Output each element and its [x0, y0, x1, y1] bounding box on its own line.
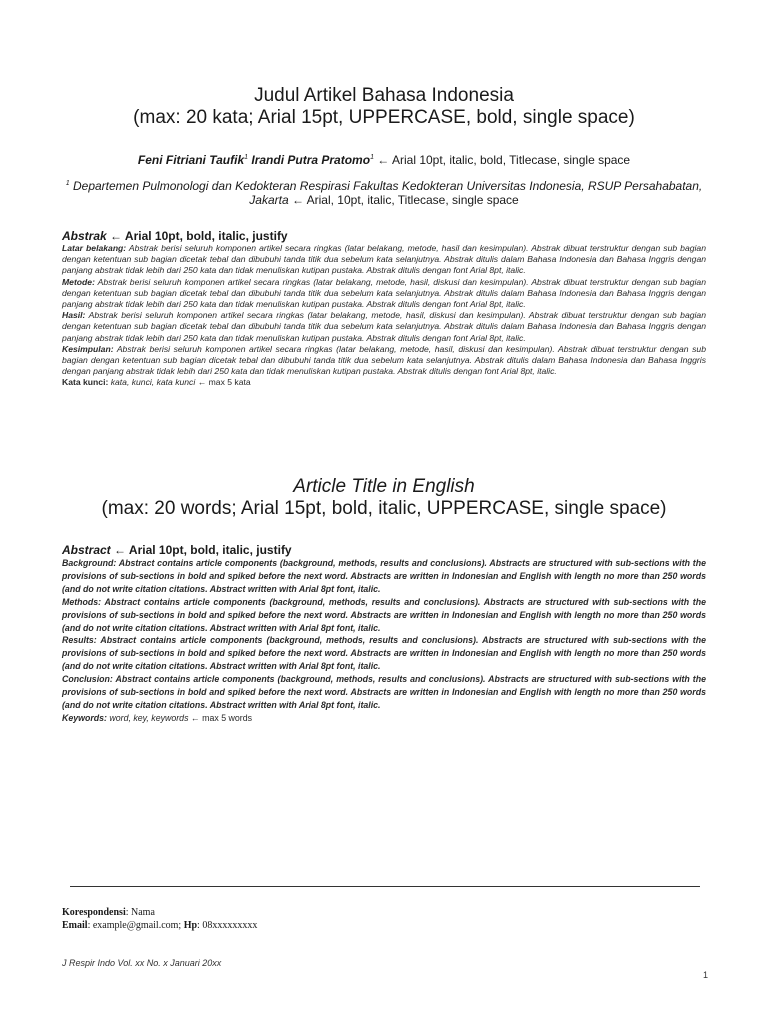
author-1: Feni Fitriani Taufik	[137, 153, 245, 167]
correspondence	[62, 906, 257, 932]
kata-kunci	[62, 377, 706, 388]
author-line	[60, 150, 708, 168]
abstract-section	[62, 557, 706, 596]
title-id-part-a: (max: 20 kata; Arial 15pt,	[133, 107, 349, 128]
abstrak-section	[62, 310, 706, 344]
hp-value: : 08xxxxxxxxx	[197, 920, 258, 931]
abstrak-note: ← Arial 10pt, bold, italic, justify	[106, 229, 288, 243]
keywords-note: ← max 5 kata	[195, 377, 251, 388]
abstract-heading	[62, 543, 292, 557]
section-head: Background:	[62, 558, 117, 568]
affiliation	[60, 177, 708, 207]
section-text: Abstract contains article components (background, methods, results and conclusions). Abstracts are structured with sub-sections with the provisions of sub-sections in bold and spiked before the next word. Abstracts are written in Indonesian and English with length no more than 250 words (and do not write citation citations. Abstract written with Arial 8pt font, italic.	[62, 635, 706, 672]
affiliation-text: Departemen Pulmonologi dan Kedokteran Respirasi Fakultas Kedokteran Universitas Indonesia, RSUP Persahabatan, Jakarta	[69, 179, 703, 207]
hp-label: Hp	[183, 920, 198, 931]
abstrak-section	[62, 344, 706, 378]
journal-citation: J Respir Indo Vol. xx No. x Januari 20xx	[62, 958, 222, 968]
section-text: Abstrak berisi seluruh komponen artikel secara ringkas (latar belakang, metode, hasil dan kesimpulan). Abstrak dibuat terstruktur dengan sub bagian dengan ketentuan sub bagian dicetak tebal dan dibubuhi tanda titik dua sebelum kata selanjutnya. Abstrak ditulis dalam Bahasa Indonesia dan Bahasa Inggris dengan panjang abstrak tidak lebih dari 250 kata dan tidak menuliskan kutipan pustaka. Abstrak ditulis dengan font Arial 8pt, italic.	[62, 243, 706, 276]
title-english-line1: Article Title in English	[293, 476, 475, 497]
keywords-note: ← max 5 words	[188, 712, 253, 723]
title-en-part-c: , single space)	[543, 498, 667, 519]
author-2: Irandi Putra Pratomo	[248, 153, 371, 167]
abstrak-label: Abstrak	[62, 229, 107, 243]
keywords	[62, 712, 706, 725]
section-head: Hasil:	[62, 310, 86, 321]
section-text: Abstrak berisi seluruh komponen artikel secara ringkas (latar belakang, metode, hasil, diskusi dan kesimpulan). Abstrak dibuat terstruktur dengan sub bagian dengan ketentuan sub bagian dicetak tebal dan dibubuhi tanda titik dua sebelum kata selanjutnya. Abstrak ditulis dalam Bahasa Indonesia dan Bahasa Inggris dengan panjang abstrak tidak lebih dari 250 kata dan tidak menuliskan kutipan pustaka. Abstrak ditulis dengan font Arial 8pt, italic.	[62, 276, 706, 310]
correspondence-value: : Nama	[125, 907, 155, 918]
email-value: : example@gmail.com;	[87, 920, 184, 931]
email-label: Email	[62, 920, 88, 931]
section-text: Abstract contains article components (background, methods, results and conclusions). Abstracts are structured with sub-sections with the provisions of sub-sections in bold and spiked before the next word. Abstracts are written in Indonesian and English with length no more than 250 words (and do not write citation citations. Abstract written with Arial 8pt font, italic.	[62, 558, 706, 594]
title-id-part-b: UPPERCASE	[348, 107, 466, 128]
title-en-part-a: (max: 20 words; Arial 15pt, bold, italic,	[101, 498, 427, 519]
correspondence-contact-line	[62, 919, 257, 932]
title-english-line2	[60, 498, 708, 520]
title-indonesian-line1: Judul Artikel Bahasa Indonesia	[254, 85, 514, 106]
title-id-part-c: , bold, single space)	[465, 107, 635, 128]
keywords-value: kata, kunci, kata kunci	[108, 377, 196, 388]
abstract-section	[62, 673, 706, 712]
correspondence-name-line	[62, 906, 257, 919]
correspondence-label: Korespondensi	[62, 907, 126, 918]
affiliation-sup: 1	[65, 180, 70, 187]
title-english	[60, 476, 708, 520]
section-text: Abstrak berisi seluruh komponen artikel secara ringkas (latar belakang, metode, hasil, diskusi dan kesimpulan). Abstrak dibuat terstruktur dengan sub bagian dengan ketentuan sub bagian dicetak tebal dan dibubuhi tanda titik dua sebelum kata selanjutnya. Abstrak ditulis dalam Bahasa Indonesia dan Bahasa Inggris dengan panjang abstrak tidak lebih dari 250 kata dan tidak menuliskan kutipan pustaka. Abstrak ditulis dengan font Arial 8pt, italic.	[62, 343, 706, 377]
abstrak-section	[62, 277, 706, 311]
author-note: ← Arial 10pt, italic, bold, Titlecase, single space	[373, 153, 631, 167]
section-text: Abstract contains article components (background, methods, results and conclusions). Abstracts are structured with sub-sections with the provisions of sub-sections in bold and spiked before the next word. Abstracts are written in Indonesian and English with length no more than 250 words (and do not write citation citations. Abstract written with Arial 8pt font, italic.	[62, 596, 706, 633]
section-head: Metode:	[62, 276, 95, 287]
abstract-section	[62, 596, 706, 635]
keywords-label: Keywords:	[62, 712, 107, 723]
page-number: 1	[702, 970, 708, 980]
title-indonesian-line2	[60, 107, 708, 129]
abstract-label: Abstract	[62, 543, 111, 557]
abstract-body	[62, 557, 706, 725]
abstract-section	[62, 634, 706, 673]
section-text: Abstrak berisi seluruh komponen artikel secara ringkas (latar belakang, metode, hasil, diskusi dan kesimpulan). Abstrak dibuat terstruktur dengan sub bagian dengan ketentuan sub bagian dicetak tebal dan dibubuhi tanda titik dua sebelum kata selanjutnya. Abstrak ditulis dalam Bahasa Indonesia dan Bahasa Inggris dengan panjang abstrak tidak lebih dari 250 kata dan tidak menuliskan kutipan pustaka. Abstrak ditulis dengan font Arial 8pt, italic.	[62, 310, 706, 343]
title-indonesian	[60, 85, 708, 129]
section-head: Kesimpulan:	[62, 343, 114, 354]
keywords-value: word, key, keywords	[106, 712, 189, 723]
title-en-part-b: UPPERCASE	[426, 498, 544, 519]
abstrak-heading	[62, 229, 288, 243]
section-head: Results:	[62, 635, 97, 646]
author-2-sup: 1	[370, 154, 374, 161]
abstrak-body	[62, 243, 706, 389]
affiliation-note: ← Arial, 10pt, italic, Titlecase, single space	[288, 193, 519, 207]
section-head: Latar belakang:	[62, 243, 127, 253]
footnote-divider	[70, 886, 700, 887]
abstrak-section	[62, 243, 706, 277]
section-head: Conclusion:	[62, 674, 113, 685]
section-text: Abstract contains article components (background, methods, results and conclusions). Abstracts are structured with sub-sections with the provisions of sub-sections in bold and spiked before the next word. Abstracts are written in Indonesian and English with length no more than 250 words (and do not write citation citations. Abstract written with Arial 8pt font, italic.	[62, 674, 706, 710]
abstract-note: ← Arial 10pt, bold, italic, justify	[110, 543, 292, 557]
section-head: Methods:	[62, 596, 102, 607]
keywords-label: Kata kunci:	[62, 377, 109, 388]
author-1-sup: 1	[244, 154, 249, 161]
